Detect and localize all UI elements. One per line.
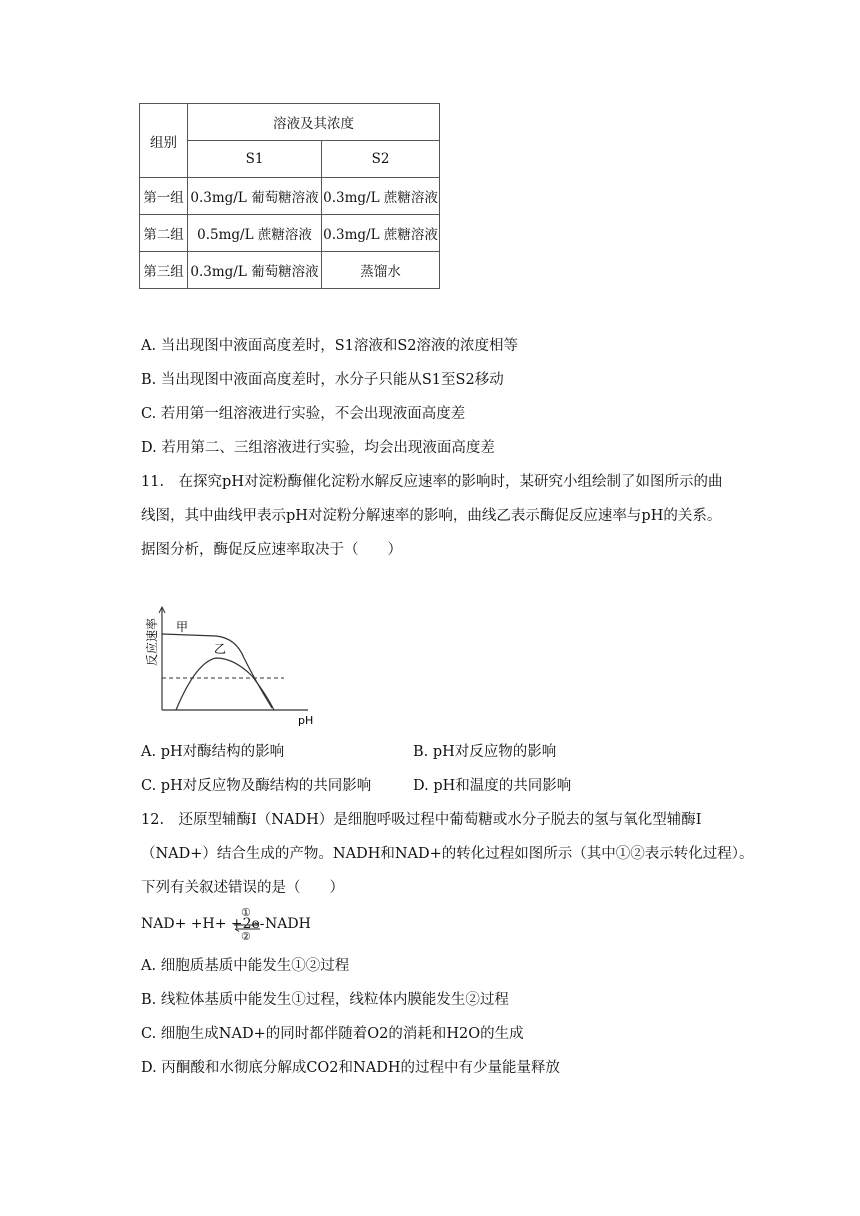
q11-stem-line2: 线图，其中曲线甲表示pH对淀粉分解速率的影响，曲线乙表示酶促反应速率与pH的关系。 — [141, 508, 722, 524]
s2-cell: 0.3mg/L 蔗糖溶液 — [322, 215, 440, 252]
table-row — [140, 252, 440, 289]
q11-option-b: B. pH对反应物的影响 — [413, 744, 557, 760]
equation-process-2: ② — [241, 930, 251, 943]
q12-stem-line2: （NAD+）结合生成的产物。NADH和NAD+的转化过程如图所示（其中①②表示转化过程）。 — [141, 846, 754, 862]
s1-cell: 0.3mg/L 葡萄糖溶液 — [188, 178, 322, 215]
solution-table — [139, 103, 440, 289]
q11-option-a: A. pH对酶结构的影响 — [141, 744, 285, 760]
q12-option-b: B. 线粒体基质中能发生①过程，线粒体内膜能发生②过程 — [141, 992, 509, 1008]
curve-a-label: 甲 — [176, 620, 189, 634]
table-row — [140, 215, 440, 252]
s1-header: S1 — [188, 141, 322, 178]
curve-b — [176, 658, 274, 710]
s1-cell: 0.5mg/L 蔗糖溶液 — [188, 215, 322, 252]
equation-right: NADH — [265, 916, 311, 932]
table-row — [140, 178, 440, 215]
q11-option-d: D. pH和温度的共同影响 — [413, 778, 572, 794]
x-axis-label: pH — [298, 714, 314, 727]
q12-stem-line1: 12. 还原型辅酶Ⅰ（NADH）是细胞呼吸过程中葡萄糖或水分子脱去的氢与氧化型辅酶Ⅰ — [141, 812, 702, 828]
group-cell: 第一组 — [140, 178, 188, 215]
group-cell: 第三组 — [140, 252, 188, 289]
q10-option-b: B. 当出现图中液面高度差时，水分子只能从S1至S2移动 — [141, 372, 504, 388]
equation-left: NAD+ +H+ +2e- — [141, 916, 265, 932]
group-cell: 第二组 — [140, 215, 188, 252]
q10-option-d: D. 若用第二、三组溶液进行实验，均会出现液面高度差 — [141, 440, 495, 456]
nad-equation — [141, 906, 381, 944]
q12-option-a: A. 细胞质基质中能发生①②过程 — [141, 958, 350, 974]
s2-header: S2 — [322, 141, 440, 178]
solution-header: 溶液及其浓度 — [188, 104, 440, 141]
q10-option-c: C. 若用第一组溶液进行实验，不会出现液面高度差 — [141, 406, 466, 422]
s1-cell: 0.3mg/L 葡萄糖溶液 — [188, 252, 322, 289]
q12-option-d: D. 丙酮酸和水彻底分解成CO2和NADH的过程中有少量能量释放 — [141, 1060, 560, 1076]
q12-option-c: C. 细胞生成NAD+的同时都伴随着O2的消耗和H2O的生成 — [141, 1026, 524, 1042]
s2-cell: 0.3mg/L 蔗糖溶液 — [322, 178, 440, 215]
s2-cell: 蒸馏水 — [322, 252, 440, 289]
q11-option-c: C. pH对反应物及酶结构的共同影响 — [141, 778, 372, 794]
q11-stem-line3: 据图分析，酶促反应速率取决于（ ） — [141, 542, 402, 558]
equation-process-1: ① — [241, 906, 251, 919]
y-axis-label: 反应速率 — [145, 617, 159, 666]
q11-stem-line1: 11. 在探究pH对淀粉酶催化淀粉水解反应速率的影响时，某研究小组绘制了如图所示的曲 — [141, 474, 723, 490]
ph-rate-graph — [145, 600, 328, 728]
curve-b-label: 乙 — [214, 642, 227, 656]
q10-option-a: A. 当出现图中液面高度差时，S1溶液和S2溶液的浓度相等 — [141, 338, 519, 354]
q12-stem-line3: 下列有关叙述错误的是（ ） — [141, 880, 344, 896]
group-header: 组别 — [140, 104, 188, 178]
